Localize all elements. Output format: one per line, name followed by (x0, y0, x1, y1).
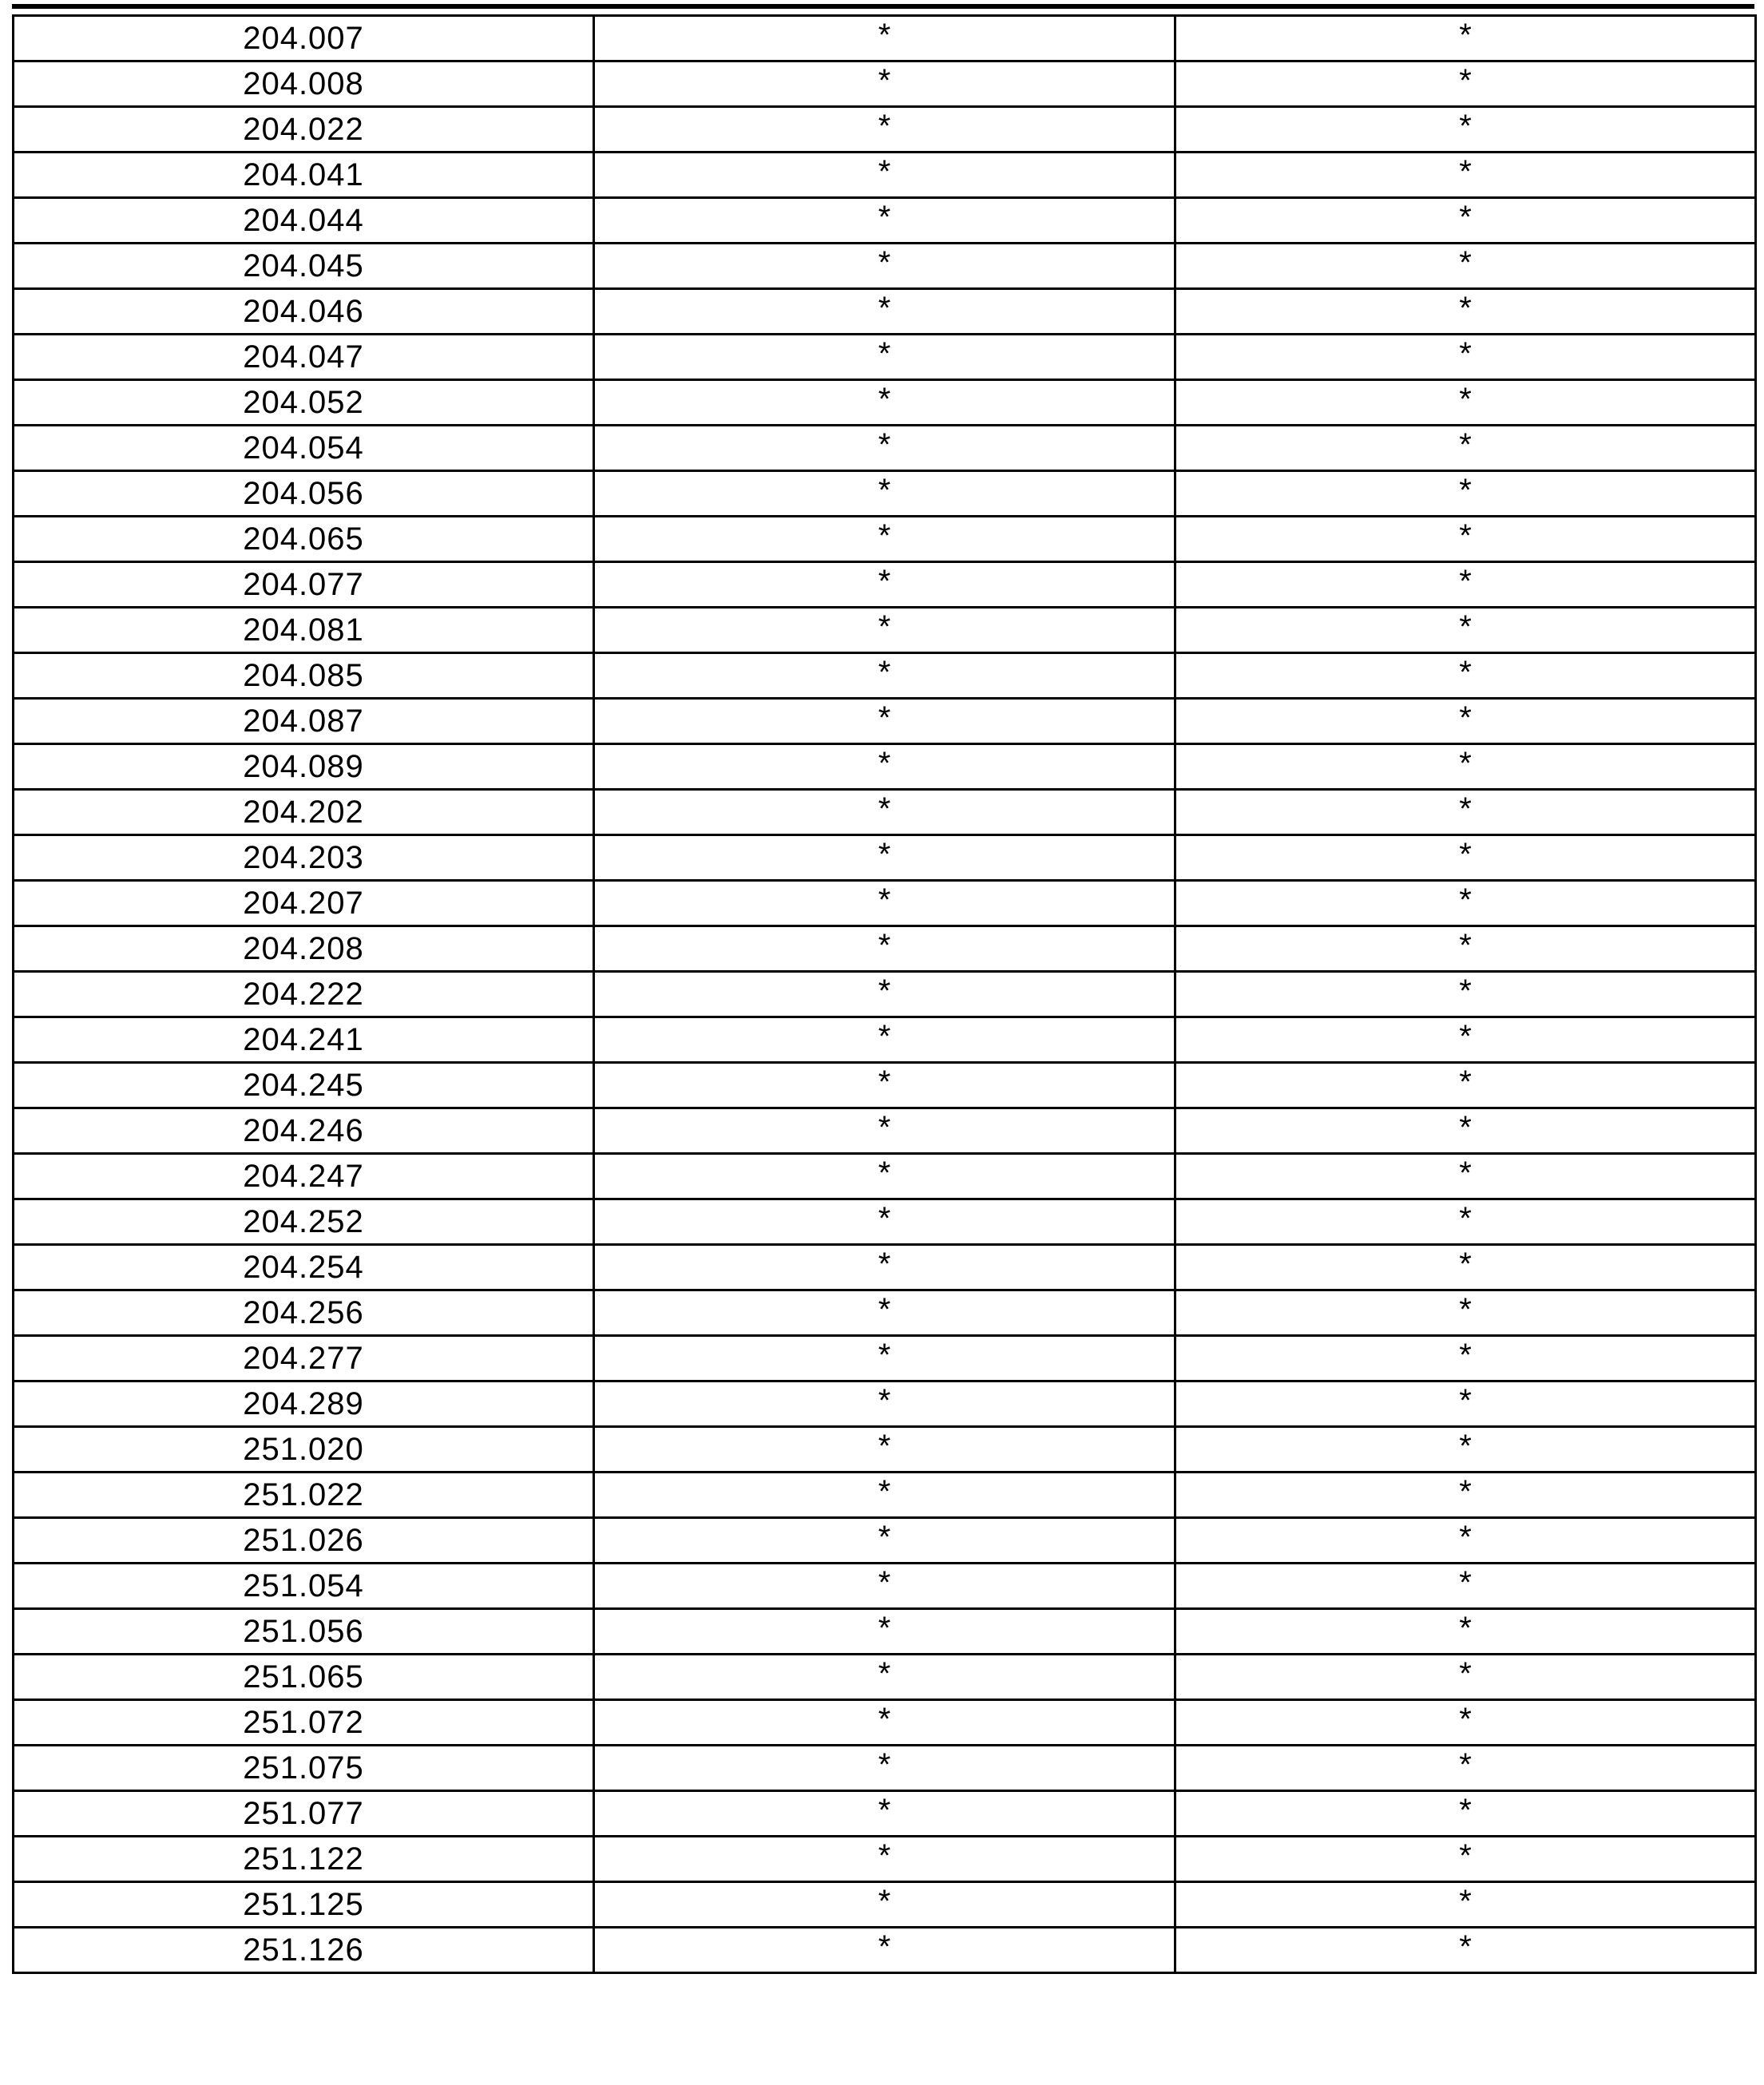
table-row (14, 1882, 1756, 1928)
asterisk-cell-col3: * (1175, 1518, 1756, 1564)
table-row (14, 426, 1756, 471)
code-cell: 204.046 (14, 289, 594, 335)
asterisk-cell-col2: * (594, 1336, 1175, 1381)
asterisk-cell-col3: * (1175, 1245, 1756, 1290)
asterisk-cell-col3: * (1175, 1609, 1756, 1655)
table-row (14, 61, 1756, 107)
table-row (14, 1564, 1756, 1609)
table-row (14, 244, 1756, 289)
code-cell: 204.045 (14, 244, 594, 289)
code-cell: 204.202 (14, 790, 594, 835)
asterisk-cell-col3: * (1175, 1473, 1756, 1518)
asterisk-cell-col2: * (594, 61, 1175, 107)
asterisk-cell-col3: * (1175, 881, 1756, 926)
asterisk-cell-col3: * (1175, 1017, 1756, 1063)
asterisk-cell-col3: * (1175, 972, 1756, 1017)
table-row (14, 608, 1756, 653)
asterisk-cell-col3: * (1175, 926, 1756, 972)
asterisk-cell-col3: * (1175, 1063, 1756, 1108)
asterisk-cell-col3: * (1175, 517, 1756, 562)
table-row (14, 1427, 1756, 1473)
asterisk-cell-col3: * (1175, 1655, 1756, 1700)
asterisk-cell-col3: * (1175, 608, 1756, 653)
table-row (14, 16, 1756, 61)
code-cell: 204.085 (14, 653, 594, 699)
asterisk-cell-col2: * (594, 881, 1175, 926)
asterisk-cell-col3: * (1175, 153, 1756, 198)
asterisk-cell-col2: * (594, 1108, 1175, 1154)
code-cell: 251.065 (14, 1655, 594, 1700)
table-row (14, 1245, 1756, 1290)
asterisk-cell-col2: * (594, 1882, 1175, 1928)
asterisk-cell-col2: * (594, 926, 1175, 972)
table-row (14, 1154, 1756, 1199)
code-cell: 251.072 (14, 1700, 594, 1746)
asterisk-cell-col2: * (594, 1928, 1175, 1973)
code-cell: 204.247 (14, 1154, 594, 1199)
asterisk-cell-col3: * (1175, 835, 1756, 881)
asterisk-cell-col2: * (594, 244, 1175, 289)
code-cell: 204.246 (14, 1108, 594, 1154)
code-cell: 204.254 (14, 1245, 594, 1290)
asterisk-cell-col2: * (594, 1290, 1175, 1336)
asterisk-cell-col3: * (1175, 744, 1756, 790)
code-cell: 204.256 (14, 1290, 594, 1336)
asterisk-cell-col2: * (594, 653, 1175, 699)
asterisk-cell-col3: * (1175, 1882, 1756, 1928)
asterisk-cell-col2: * (594, 1700, 1175, 1746)
code-cell: 204.087 (14, 699, 594, 744)
asterisk-cell-col3: * (1175, 1381, 1756, 1427)
asterisk-cell-col2: * (594, 1564, 1175, 1609)
asterisk-cell-col3: * (1175, 1290, 1756, 1336)
code-cell: 204.022 (14, 107, 594, 153)
asterisk-cell-col2: * (594, 1245, 1175, 1290)
asterisk-cell-col3: * (1175, 380, 1756, 426)
asterisk-cell-col2: * (594, 1427, 1175, 1473)
code-cell: 204.208 (14, 926, 594, 972)
table-row (14, 1791, 1756, 1837)
table-row (14, 471, 1756, 517)
asterisk-cell-col3: * (1175, 562, 1756, 608)
table-row (14, 881, 1756, 926)
asterisk-cell-col2: * (594, 699, 1175, 744)
asterisk-cell-col2: * (594, 1655, 1175, 1700)
table-row (14, 380, 1756, 426)
code-cell: 204.241 (14, 1017, 594, 1063)
asterisk-cell-col3: * (1175, 289, 1756, 335)
table-row (14, 335, 1756, 380)
code-cell: 204.008 (14, 61, 594, 107)
code-cell: 204.007 (14, 16, 594, 61)
code-cell: 204.052 (14, 380, 594, 426)
code-cell: 204.054 (14, 426, 594, 471)
code-cell: 204.245 (14, 1063, 594, 1108)
asterisk-cell-col3: * (1175, 107, 1756, 153)
asterisk-cell-col3: * (1175, 1154, 1756, 1199)
code-cell: 204.081 (14, 608, 594, 653)
asterisk-cell-col3: * (1175, 335, 1756, 380)
code-cell: 251.056 (14, 1609, 594, 1655)
asterisk-cell-col3: * (1175, 198, 1756, 244)
code-cell: 204.041 (14, 153, 594, 198)
code-cell: 251.126 (14, 1928, 594, 1973)
asterisk-cell-col3: * (1175, 1746, 1756, 1791)
code-table (12, 14, 1757, 1974)
table-row (14, 1837, 1756, 1882)
asterisk-cell-col2: * (594, 380, 1175, 426)
code-cell: 204.222 (14, 972, 594, 1017)
asterisk-cell-col2: * (594, 107, 1175, 153)
code-cell: 204.252 (14, 1199, 594, 1245)
asterisk-cell-col3: * (1175, 1564, 1756, 1609)
asterisk-cell-col3: * (1175, 16, 1756, 61)
asterisk-cell-col2: * (594, 562, 1175, 608)
asterisk-cell-col3: * (1175, 1837, 1756, 1882)
table-row (14, 153, 1756, 198)
asterisk-cell-col3: * (1175, 699, 1756, 744)
code-cell: 204.289 (14, 1381, 594, 1427)
table-row (14, 1609, 1756, 1655)
asterisk-cell-col2: * (594, 426, 1175, 471)
table-row (14, 1473, 1756, 1518)
asterisk-cell-col2: * (594, 517, 1175, 562)
asterisk-cell-col2: * (594, 1837, 1175, 1882)
asterisk-cell-col2: * (594, 1791, 1175, 1837)
code-cell: 204.089 (14, 744, 594, 790)
asterisk-cell-col3: * (1175, 1336, 1756, 1381)
code-cell: 204.065 (14, 517, 594, 562)
asterisk-cell-col2: * (594, 1518, 1175, 1564)
table-row (14, 1336, 1756, 1381)
asterisk-cell-col3: * (1175, 426, 1756, 471)
code-cell: 251.026 (14, 1518, 594, 1564)
code-cell: 204.077 (14, 562, 594, 608)
table-row (14, 972, 1756, 1017)
asterisk-cell-col3: * (1175, 790, 1756, 835)
code-table-body (14, 16, 1756, 1973)
asterisk-cell-col3: * (1175, 1791, 1756, 1837)
code-cell: 204.047 (14, 335, 594, 380)
asterisk-cell-col2: * (594, 1154, 1175, 1199)
table-row (14, 562, 1756, 608)
asterisk-cell-col2: * (594, 1017, 1175, 1063)
table-row (14, 1290, 1756, 1336)
table-row (14, 198, 1756, 244)
asterisk-cell-col2: * (594, 835, 1175, 881)
table-row (14, 1017, 1756, 1063)
table-row (14, 289, 1756, 335)
code-cell: 251.125 (14, 1882, 594, 1928)
asterisk-cell-col2: * (594, 608, 1175, 653)
asterisk-cell-col3: * (1175, 1700, 1756, 1746)
asterisk-cell-col3: * (1175, 1427, 1756, 1473)
asterisk-cell-col3: * (1175, 1108, 1756, 1154)
table-row (14, 1063, 1756, 1108)
code-cell: 251.077 (14, 1791, 594, 1837)
table-row (14, 1381, 1756, 1427)
asterisk-cell-col2: * (594, 16, 1175, 61)
table-row (14, 699, 1756, 744)
code-cell: 204.044 (14, 198, 594, 244)
code-cell: 251.020 (14, 1427, 594, 1473)
table-row (14, 1518, 1756, 1564)
table-row (14, 835, 1756, 881)
top-double-rule (12, 4, 1754, 9)
table-row (14, 653, 1756, 699)
asterisk-cell-col2: * (594, 153, 1175, 198)
asterisk-cell-col3: * (1175, 653, 1756, 699)
asterisk-cell-col2: * (594, 335, 1175, 380)
asterisk-cell-col3: * (1175, 61, 1756, 107)
asterisk-cell-col2: * (594, 744, 1175, 790)
table-row (14, 744, 1756, 790)
table-row (14, 1746, 1756, 1791)
asterisk-cell-col2: * (594, 1609, 1175, 1655)
table-row (14, 517, 1756, 562)
asterisk-cell-col3: * (1175, 1199, 1756, 1245)
asterisk-cell-col2: * (594, 289, 1175, 335)
asterisk-cell-col2: * (594, 790, 1175, 835)
asterisk-cell-col2: * (594, 1381, 1175, 1427)
code-cell: 204.056 (14, 471, 594, 517)
code-cell: 204.277 (14, 1336, 594, 1381)
asterisk-cell-col3: * (1175, 471, 1756, 517)
asterisk-cell-col2: * (594, 198, 1175, 244)
code-table-container (12, 14, 1754, 1974)
table-row (14, 1655, 1756, 1700)
code-cell: 251.054 (14, 1564, 594, 1609)
table-row (14, 1928, 1756, 1973)
code-cell: 251.022 (14, 1473, 594, 1518)
table-row (14, 1108, 1756, 1154)
asterisk-cell-col3: * (1175, 244, 1756, 289)
code-cell: 251.122 (14, 1837, 594, 1882)
asterisk-cell-col3: * (1175, 1928, 1756, 1973)
table-row (14, 107, 1756, 153)
asterisk-cell-col2: * (594, 1063, 1175, 1108)
asterisk-cell-col2: * (594, 972, 1175, 1017)
asterisk-cell-col2: * (594, 471, 1175, 517)
code-cell: 204.207 (14, 881, 594, 926)
table-row (14, 1700, 1756, 1746)
code-cell: 204.203 (14, 835, 594, 881)
table-row (14, 926, 1756, 972)
asterisk-cell-col2: * (594, 1199, 1175, 1245)
asterisk-cell-col2: * (594, 1473, 1175, 1518)
table-row (14, 1199, 1756, 1245)
table-row (14, 790, 1756, 835)
asterisk-cell-col2: * (594, 1746, 1175, 1791)
code-cell: 251.075 (14, 1746, 594, 1791)
